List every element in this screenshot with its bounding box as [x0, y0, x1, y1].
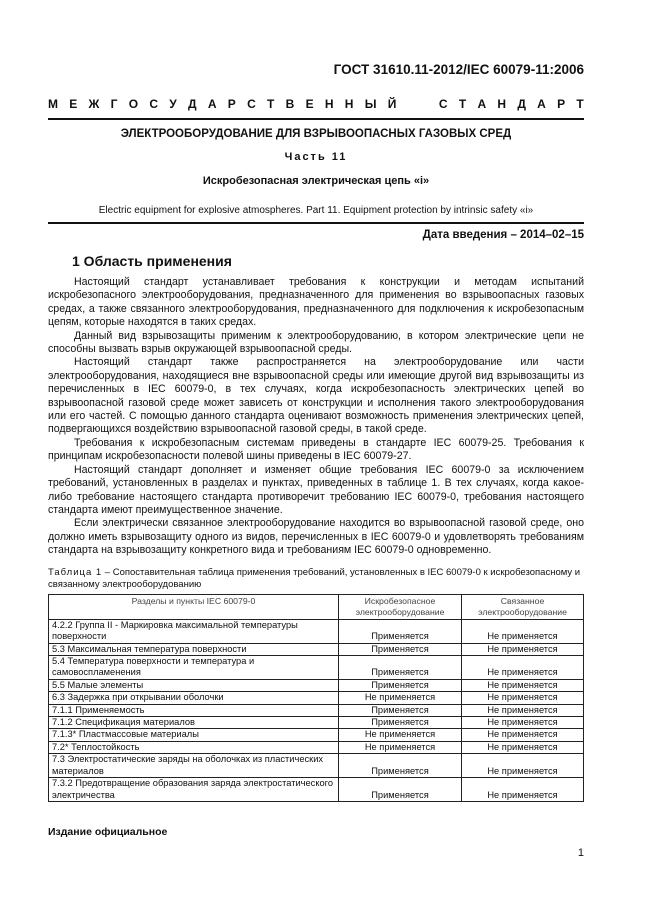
banner-letter: А	[207, 97, 217, 111]
intrinsic-cell: Применяется	[339, 778, 462, 802]
section-heading: 1 Область применения	[72, 253, 232, 269]
banner-letter: Р	[557, 97, 566, 111]
paragraph: Требования к искробезопасным системам приведены в стандарте IEC 60079-25. Требования к принципам искробезопасности полевой шины приведены в IEC 60079-27.	[48, 436, 584, 463]
banner-letter: Н	[497, 97, 507, 111]
table-row	[49, 643, 584, 655]
clause-cell: 7.1.1 Применяемость	[49, 704, 339, 716]
banner-letter: С	[438, 97, 448, 111]
banner-letter: О	[128, 97, 139, 111]
intrinsic-cell: Применяется	[339, 619, 462, 643]
part-number: Часть 11	[284, 151, 348, 163]
table-caption-label: Таблица 1	[48, 567, 103, 578]
paragraph: Настоящий стандарт устанавливает требования к конструкции и методам испытаний искробезопасного электрооборудования, предназначенного для применения во взрывоопасных газовых средах, а также связанного электрооборудования, предназначенного для подключения к искробезопасным цепям, которые находятся в таких средах.	[48, 276, 584, 329]
intrinsic-cell: Не применяется	[339, 729, 462, 741]
title-rule-top	[48, 118, 584, 120]
table-row	[49, 729, 584, 741]
clause-cell: 5.4 Температура поверхности и температура и самовоспламенения	[49, 656, 339, 680]
section-body	[48, 276, 584, 558]
table-row	[49, 754, 584, 778]
paragraph: Настоящий стандарт дополняет и изменяет общие требования IEC 60079-0 за исключением требований, установленных в разделах и пунктах, приведенных в таблице 1. В тех случаях, когда какое-либо требование настоящего стандарта противоречит требованию IEC 60079-0, требования настоящего стандарта имеют преимущественное значение.	[48, 463, 584, 516]
associated-cell: Не применяется	[462, 717, 584, 729]
banner-gap	[408, 97, 428, 111]
intrinsic-cell: Не применяется	[339, 692, 462, 704]
banner-letter: В	[285, 97, 295, 111]
associated-cell: Не применяется	[462, 741, 584, 753]
table-row	[49, 741, 584, 753]
clause-cell: 4.2.2 Группа II - Маркировка максимальной температуры поверхности	[49, 619, 339, 643]
associated-cell: Не применяется	[462, 692, 584, 704]
intrinsic-cell: Применяется	[339, 754, 462, 778]
banner-letter: Т	[576, 97, 584, 111]
header-associated: Связанное электрооборудование	[462, 595, 584, 620]
header-clauses: Разделы и пункты IEC 60079-0	[49, 595, 339, 620]
associated-cell: Не применяется	[462, 729, 584, 741]
page-number: 1	[577, 847, 584, 859]
banner-letter: У	[169, 97, 177, 111]
banner-letter: Д	[188, 97, 197, 111]
banner-letter: М	[48, 97, 58, 111]
table-row	[49, 679, 584, 691]
introduction-date: Дата введения – 2014–02–15	[422, 229, 584, 241]
document-title: ЭЛЕКТРООБОРУДОВАНИЕ ДЛЯ ВЗРЫВООПАСНЫХ ГАЗОВЫХ СРЕД	[120, 128, 512, 140]
paragraph: Настоящий стандарт также распространяется на электрооборудование или части электрооборудования, находящиеся вне взрывоопасной среды или имеющие другой вид взрывозащиты из перечисленных в IEC 60079-0, в тех случаях, когда искробезопасность электрических цепей во взрывоопасной газовой среде может зависеть от конструкции и исполнения такого электрооборудования или его частей. С помощью данного стандарта оценивают возможность применения электрических цепей, подвергающихся воздействию взрывоопасной газовой среды, в такой среде.	[48, 356, 584, 436]
header-intrinsically-safe: Искробезопасное электрооборудование	[339, 595, 462, 620]
associated-cell: Не применяется	[462, 754, 584, 778]
banner-letter: А	[477, 97, 487, 111]
clause-cell: 7.3 Электростатические заряды на оболочках из пластических материалов	[49, 754, 339, 778]
standard-id: ГОСТ 31610.11-2012/IEC 60079-11:2006	[333, 62, 584, 77]
interstate-standard-banner	[48, 97, 584, 111]
table-row	[49, 656, 584, 680]
banner-letter: Н	[324, 97, 334, 111]
clause-cell: 7.3.2 Предотвращение образования заряда электростатического электричества	[49, 778, 339, 802]
clause-cell: 7.1.3* Пластмассовые материалы	[49, 729, 339, 741]
table-caption	[48, 567, 584, 591]
intrinsic-cell: Не применяется	[339, 741, 462, 753]
table-header-row	[49, 595, 584, 620]
banner-letter: С	[247, 97, 256, 111]
title-rule-bottom	[48, 222, 584, 224]
document-subtitle: Искробезопасная электрическая цепь «i»	[202, 175, 430, 187]
banner-letter: Р	[227, 97, 236, 111]
table-row	[49, 704, 584, 716]
english-title: Electric equipment for explosive atmospheres. Part 11. Equipment protection by intrinsic safety «i»	[98, 205, 534, 216]
associated-cell: Не применяется	[462, 704, 584, 716]
associated-cell: Не применяется	[462, 619, 584, 643]
requirements-table	[48, 594, 584, 802]
intrinsic-cell: Применяется	[339, 656, 462, 680]
associated-cell: Не применяется	[462, 778, 584, 802]
clause-cell: 7.1.2 Спецификация материалов	[49, 717, 339, 729]
intrinsic-cell: Применяется	[339, 704, 462, 716]
banner-letter: Ж	[88, 97, 100, 111]
banner-letter: Г	[110, 97, 118, 111]
table-row	[49, 692, 584, 704]
associated-cell: Не применяется	[462, 656, 584, 680]
banner-letter: С	[149, 97, 159, 111]
banner-letter: Д	[517, 97, 526, 111]
intrinsic-cell: Применяется	[339, 717, 462, 729]
paragraph: Данный вид взрывозащиты применим к электрооборудованию, в котором электрические цепи не способны вызвать взрыв окружающей взрывоопасной среды.	[48, 329, 584, 356]
associated-cell: Не применяется	[462, 679, 584, 691]
table-row	[49, 619, 584, 643]
banner-letter: Е	[69, 97, 78, 111]
associated-cell: Не применяется	[462, 643, 584, 655]
clause-cell: 5.5 Малые элементы	[49, 679, 339, 691]
table-caption-text: – Сопоставительная таблица применения требований, установленных в IEC 60079-0 к искробезопасному и связанному электрооборудованию	[48, 567, 581, 590]
table-row	[49, 778, 584, 802]
clause-cell: 5.3 Максимальная температура поверхности	[49, 643, 339, 655]
banner-letter: А	[537, 97, 546, 111]
banner-letter: Ы	[364, 97, 377, 111]
banner-letter: Е	[305, 97, 314, 111]
clause-cell: 7.2* Теплостойкость	[49, 741, 339, 753]
banner-letter: Т	[458, 97, 467, 111]
banner-letter: Т	[267, 97, 275, 111]
official-edition: Издание официальное	[48, 826, 168, 838]
banner-letter: Н	[344, 97, 354, 111]
table-row	[49, 717, 584, 729]
intrinsic-cell: Применяется	[339, 679, 462, 691]
intrinsic-cell: Применяется	[339, 643, 462, 655]
clause-cell: 6.3 Задержка при открывании оболочки	[49, 692, 339, 704]
banner-letter: Й	[387, 97, 397, 111]
paragraph: Если электрически связанное электрооборудование находится во взрывоопасной газовой среде, оно должно иметь взрывозащиту одного из видов, перечисленных в IEC 60079-0 и удовлетворять требованиям стандарта на взрывозащиту конкретного вида и требованиям IEC 60079-0 одновременно.	[48, 517, 584, 557]
